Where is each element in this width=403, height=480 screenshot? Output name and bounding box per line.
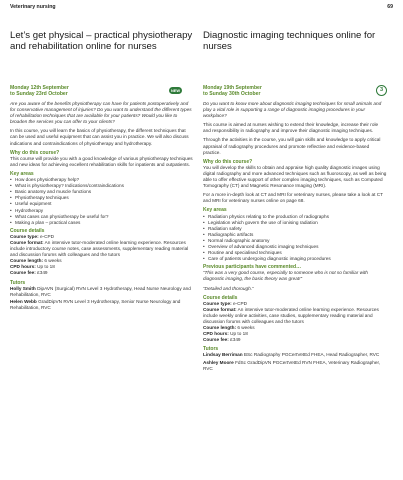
course-intro: Are you aware of the benefits physiotherapy can have for patients postoperatively and for conservative management of injuries? Do you want to understand the different types of rehabilitation techniques that are available for your patients? Would you like to broaden the services you can offer to your clients? [10,101,192,125]
list-item: • Radiation physics relating to the production of radiographs [203,214,387,220]
list-item: • Routine and specialised techniques [203,250,387,256]
new-badge: NEW [170,88,181,93]
course-fee-value: £349 [37,270,48,276]
course-description: This course is aimed at nurses wishing to extend their knowledge, increase their role and responsibility in radiography and improve their diagnostic imaging techniques. [203,122,379,134]
course-fee-label: Course fee: [203,337,229,343]
key-areas-heading: Key areas [203,207,227,214]
list-item: • Basic anatomy and muscle functions [10,189,194,195]
tutor-entry [10,299,194,311]
course-format-value: An intensive tutor-moderated online learning experience. Resources include weekly online activities, case studies, supplementary reading material and discussion forums with colleagues and the tutors [203,306,379,324]
course-column-imaging [203,30,387,373]
why-text: You will develop the skills to obtain and appraise high quality diagnostic images using digital radiography and more advanced techniques such as fluoroscopy, as well as being able to offer effective support of other complex imaging techniques, such as Computed Tomography (CT) and Magnetic Resonance Imaging (MRI). [203,164,387,189]
course-length-value: 6 weeks [237,325,255,331]
list-item: • Physiotherapy techniques [10,195,194,201]
course-type-label: Course type: [203,300,232,306]
course-format-label: Course format: [203,306,237,312]
date-end: to Sunday 23rd October [10,91,68,98]
course-type-value: e-CPD [232,300,248,306]
why-heading: Why do this course? [203,158,253,165]
course-dates [203,85,387,101]
section-title: Veterinary nursing [10,4,56,10]
testimonial-quote: “Detailed and thorough.” [203,285,254,291]
tutor-credentials: FdSc GradDipVN PGCertVetEd RVN FHEA, Veterinary Radiographer, RVC [203,359,381,371]
list-item: • What cases can physiotherapy be useful for? [10,214,194,220]
tutor-entry [203,352,387,358]
course-title: Let’s get physical – practical physiotherapy and rehabilitation online for nurses [10,30,193,53]
course-fee [203,337,387,343]
cpd-hours-value: Up to 18 [37,264,55,270]
course-fee-value: £349 [230,337,241,343]
course-details-heading: Course details [10,227,45,234]
tutor-name: Ashley Moore [203,359,234,365]
course-column-physiotherapy [10,30,194,312]
tutor-credentials: BSc Radiography PGCertVetEd FHEA, Head Radiographer, RVC [243,352,380,358]
list-item: • Useful equipment [10,201,194,207]
tutor-credentials: DipAVN (Surgical) RVN Level 3 Hydrotherapy, Head Nurse Neurology and Rehabilitation, RVC [10,285,191,297]
date-end: to Sunday 30th October [203,91,261,98]
course-dates [10,85,194,101]
course-format-label: Course format: [10,239,44,245]
course-type-label: Course type: [10,233,39,239]
list-item: • Making a plan – practical cases [10,220,194,226]
key-areas-list [203,214,387,263]
list-item: • Care of patients undergoing diagnostic imaging procedures [203,256,387,262]
course-length-value: 6 weeks [44,258,62,264]
previous-participants-heading: Previous participants have commented… [203,264,302,271]
tutor-name: Holly Smith [10,285,36,291]
list-item: • Radiographic artifacts [203,232,387,238]
tutor-entry [10,286,194,298]
course-format [10,240,194,258]
page-number: 69 [387,4,393,10]
why-heading: Why do this course? [10,149,60,156]
date-start: Monday 19th September [203,85,262,91]
tutor-name: Helen Webb [10,298,37,304]
list-item: • Radiation safety [203,226,387,232]
list-item: • Hydrotherapy [10,208,194,214]
cpd-hours-label: CPD hours: [203,331,229,337]
why-text-2: For a more in-depth look at CT and MRI for veterinary nurses, please take a look at CT and MRI for veterinary nurses online on page 68. [203,192,383,204]
tutor-entry [203,360,387,372]
tutors-heading: Tutors [203,346,219,353]
key-areas-heading: Key areas [10,170,34,177]
list-item: • How does physiotherapy help? [10,177,194,183]
cpd-hours-value: Up to 18 [230,331,248,337]
why-text: This course will provide you with a good knowledge of various physiotherapy techniques and new ideas for achieving excellent rehabilitation skills for inpatients and outpatients. [10,155,193,167]
date-start: Monday 12th September [10,85,69,91]
level-badge-icon: 3 [376,85,387,96]
course-format-value: An intensive tutor-moderated online learning experience. Resources include introductory course notes, case assessments, supplementary reading material and discussion forums with colleagues and the tutors [10,239,189,258]
course-description: In this course, you will learn the basics of physiotherapy, the different techniques that can be used and useful equipment that can assist you in practice. We will also discuss indications and contraindications of physiotherapy and hydrotherapy. [10,128,189,146]
course-fee [10,270,194,276]
course-length-label: Course length: [203,325,237,331]
list-item: • Overview of advanced diagnostic imaging techniques [203,244,387,250]
list-item: • Legislation which govern the use of ionising radiation [203,220,387,226]
course-title: Diagnostic imaging techniques online for nurses [203,30,376,53]
course-description-2: Through the activities in the course, you will gain skills and knowledge to apply critical appraisal of radiography procedures and promote reflective and evidence-based practice. [203,137,381,155]
page-header [0,0,403,14]
course-details-heading: Course details [203,294,238,301]
course-fee-label: Course fee: [10,270,36,276]
tutor-name: Lindsay Berriman [203,352,243,358]
course-format [203,307,387,325]
list-item: • What is physiotherapy? Indications/contraindications [10,183,194,189]
list-item: • Normal radiographic anatomy [203,238,387,244]
key-areas-list [10,177,194,226]
tutors-heading: Tutors [10,279,26,286]
tutor-credentials: GradDipVN RVN Level 3 Hydrotherapy, Senior Nurse Neurology and Rehabilitation, RVC [10,298,181,310]
course-intro: Do you want to know more about diagnostic imaging techniques for small animals and play a vital role in supporting a range of diagnostic imaging procedures in your workplace? [203,101,382,119]
testimonial-quote: “This was a very good course, especially to someone who is not so familiar with diagnostic imaging, the basic theory was great!” [203,270,368,282]
course-length-label: Course length: [10,258,44,264]
course-type-value: e-CPD [39,233,55,239]
cpd-hours-label: CPD hours: [10,264,36,270]
